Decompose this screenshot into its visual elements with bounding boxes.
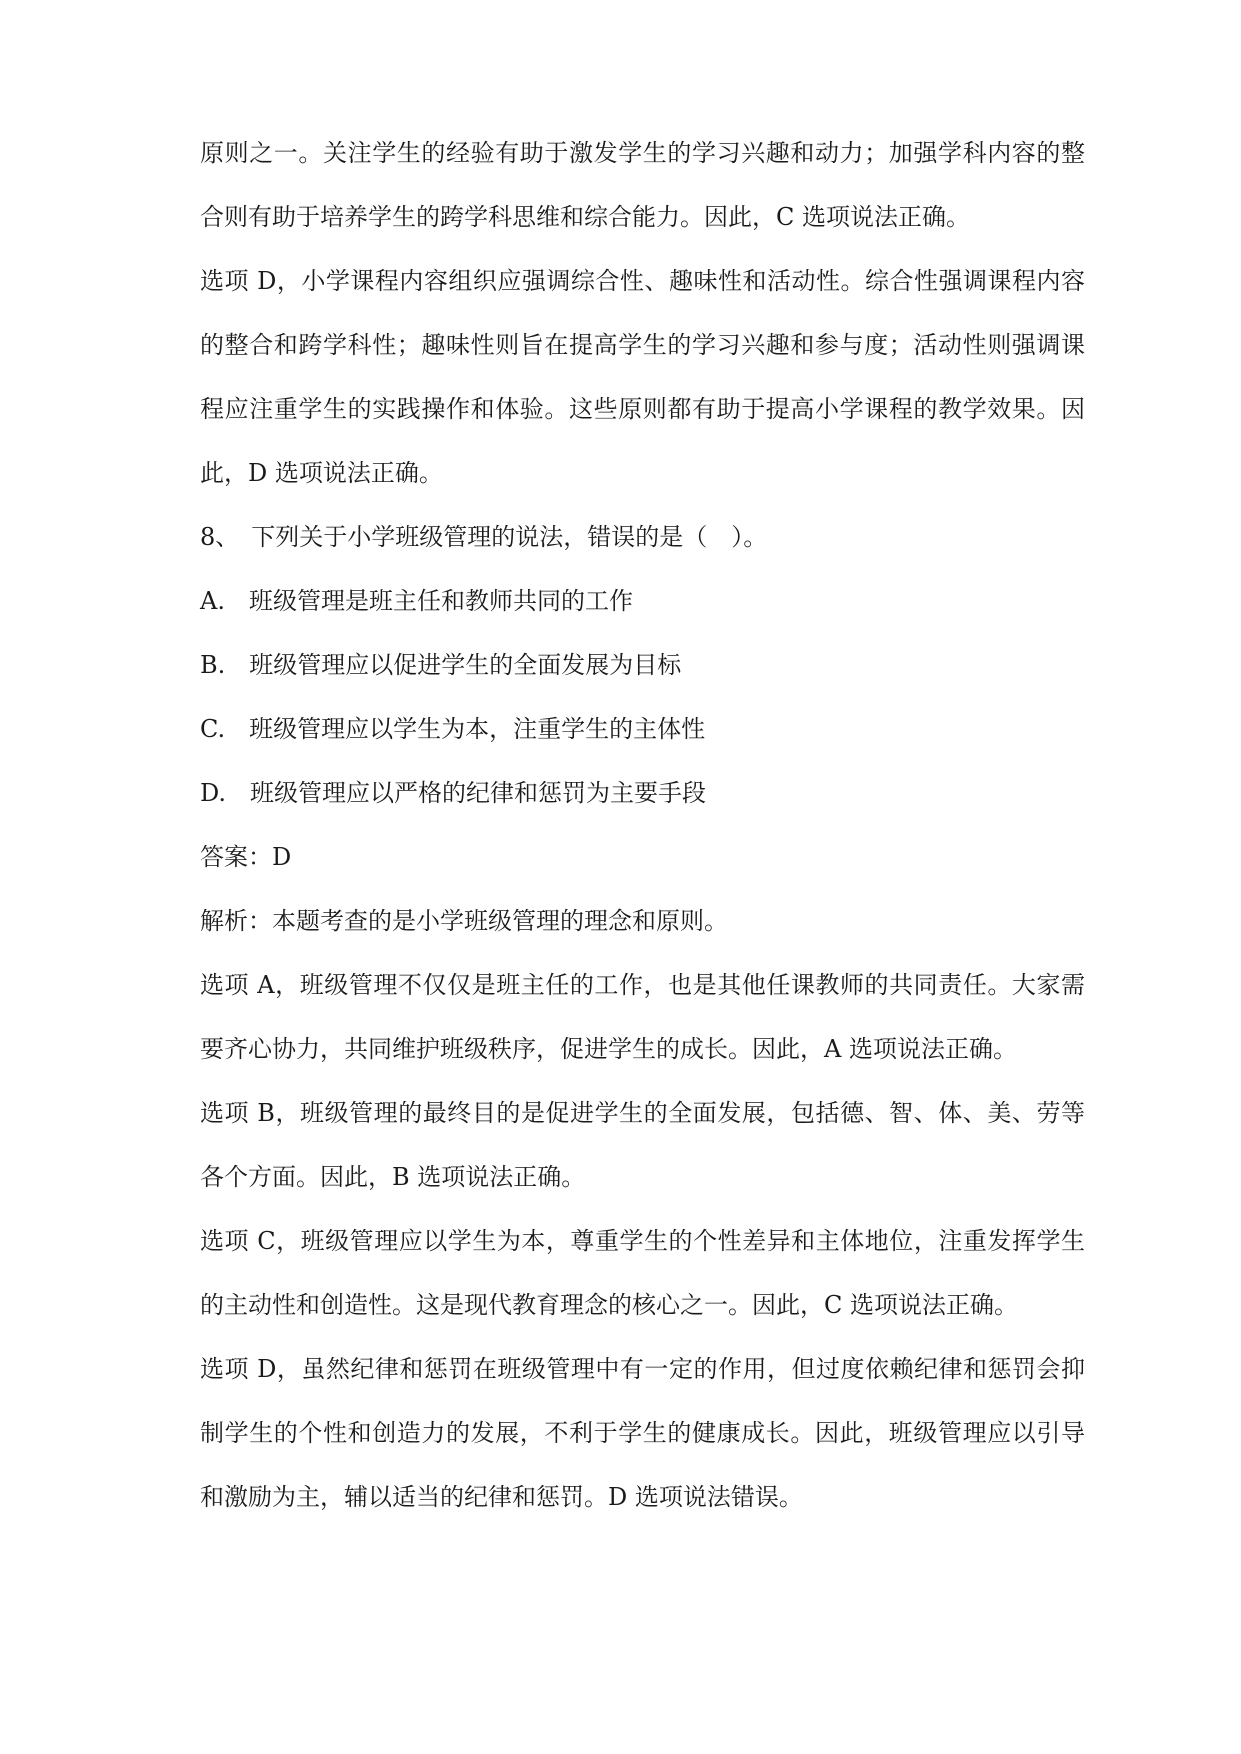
text-line: 制学生的个性和创造力的发展，不利于学生的健康成长。因此，班级管理应以引导 (200, 1419, 1085, 1447)
text-line: 解析：本题考查的是小学班级管理的理念和原则。 (200, 907, 728, 935)
text-line: 各个方面。因此，B 选项说法正确。 (200, 1163, 586, 1191)
text-line: 选项 D，小学课程内容组织应强调综合性、趣味性和活动性。综合性强调课程内容 (200, 267, 1085, 295)
text-line: D. 班级管理应以严格的纪律和惩罚为主要手段 (200, 779, 707, 807)
text-line: 选项 C，班级管理应以学生为本，尊重学生的个性差异和主体地位，注重发挥学生 (200, 1227, 1085, 1255)
text-line: C. 班级管理应以学生为本，注重学生的主体性 (200, 715, 706, 743)
text-line: B. 班级管理应以促进学生的全面发展为目标 (200, 651, 682, 679)
text-line: 原则之一。关注学生的经验有助于激发学生的学习兴趣和动力；加强学科内容的整 (200, 139, 1085, 167)
text-line: 的主动性和创造性。这是现代教育理念的核心之一。因此，C 选项说法正确。 (200, 1291, 1018, 1319)
text-line: 要齐心协力，共同维护班级秩序，促进学生的成长。因此，A 选项说法正确。 (200, 1035, 1017, 1063)
text-line: 合则有助于培养学生的跨学科思维和综合能力。因此，C 选项说法正确。 (200, 203, 970, 231)
text-line: 选项 D，虽然纪律和惩罚在班级管理中有一定的作用，但过度依赖纪律和惩罚会抑 (200, 1355, 1085, 1383)
text-line: 8、 下列关于小学班级管理的说法，错误的是（ ）。 (200, 523, 768, 551)
text-line: 答案：D (200, 843, 292, 871)
text-line: 的整合和跨学科性；趣味性则旨在提高学生的学习兴趣和参与度；活动性则强调课 (200, 331, 1085, 359)
text-line: 选项 B，班级管理的最终目的是促进学生的全面发展，包括德、智、体、美、劳等 (200, 1099, 1085, 1127)
text-line: A. 班级管理是班主任和教师共同的工作 (200, 587, 633, 615)
text-line: 程应注重学生的实践操作和体验。这些原则都有助于提高小学课程的教学效果。因 (200, 395, 1085, 423)
document-body (200, 137, 1085, 1513)
text-line: 此，D 选项说法正确。 (200, 459, 443, 487)
text-line: 和激励为主，辅以适当的纪律和惩罚。D 选项说法错误。 (200, 1483, 803, 1511)
text-line: 选项 A，班级管理不仅仅是班主任的工作，也是其他任课教师的共同责任。大家需 (200, 971, 1085, 999)
